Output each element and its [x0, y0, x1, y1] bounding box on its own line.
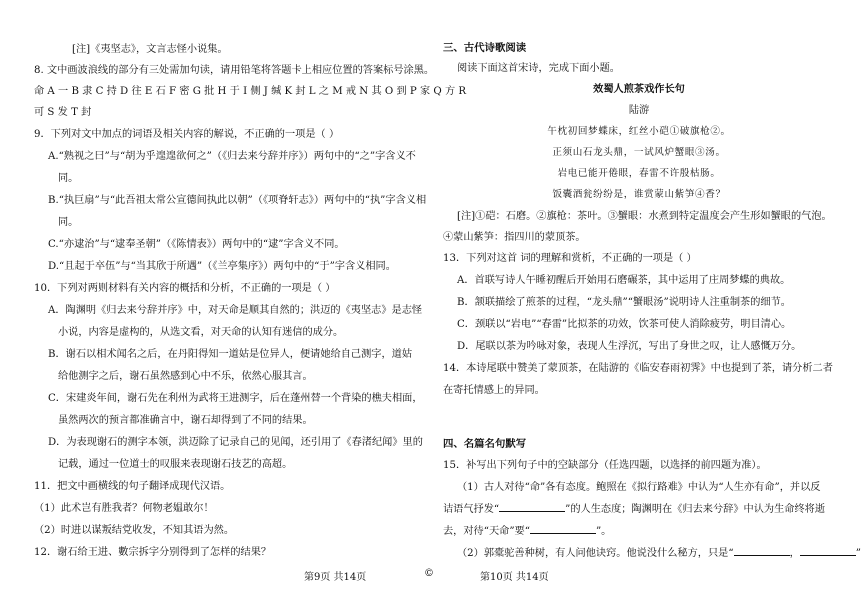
text-line: 小说，内容是虚构的，从选文看，对天命的认知有迷信的成分。: [58, 327, 344, 338]
text-line: 8. 文中画波浪线的部分有三处需加句读，请用铅笔将答题卡上相应位置的答案标号涂黑。: [34, 65, 435, 76]
text-line: B.“执巨扇”与“此吾祖太常公宣德间执此以朝”（《项脊轩志》）两句中的“执”字含义相: [48, 195, 427, 206]
poem-line: 午枕初回梦蝶床，红丝小硙①破旗枪②。: [547, 126, 731, 137]
text-line: A.“熟视之曰”与“胡为乎遑遑欲何之”（《归去来兮辞并序》）两句中的“之”字含义不: [48, 151, 416, 162]
copyright-symbol: ©: [424, 568, 434, 579]
text-line: 可 S 发 T 封: [34, 107, 92, 118]
section-3-heading: 三、古代诗歌阅读: [443, 42, 527, 54]
answer-blank[interactable]: [530, 523, 596, 534]
text-line: 9．下列对文中加点的词语及相关内容的解说，不正确的一项是（ ）: [34, 129, 340, 140]
question-13: 13．下列对这首 词的理解和赏析，不正确的一项是（ ）: [443, 253, 697, 264]
poem-line: 饭囊酒瓮纷纷是，谁赏蒙山紫笋④香？: [552, 189, 726, 200]
text-line: D．为表现谢石的测字本领，洪迈除了记录自己的见闻，还引用了《春渚纪闻》里的: [48, 437, 423, 448]
text-line: 命 A 一 B 隶 C 持 D 往 E 石 F 密 G 批 H 于 I 侧 J 缄 K 封 L 之 M 戒 N 其 O 到 P 家 Q 方 R: [34, 86, 467, 97]
text-line: 12．谢石给王进、數宗拆字分别得到了怎样的结果？: [34, 547, 272, 558]
question-15-1: （1）古人对待“命”各有态度。鲍照在《拟行路难》中认为“人生亦有命”，并以反: [457, 482, 821, 493]
text-line: （1）此术岂有胜我者？何物老媪敢尔！: [34, 503, 214, 514]
text-line: B．谢石以相术闻名之后，在丹阳得知一道姑是位异人，便请她给自己测字，道姑: [48, 349, 413, 360]
question-14: 14．本诗尾联中赞美了蒙顶茶，在陆游的《临安春雨初霁》中也提到了茶，请分析二者: [443, 363, 833, 374]
answer-blank[interactable]: [800, 545, 856, 556]
poem-line: 正须山石龙头鼎，一试风炉蟹眼③汤。: [552, 147, 726, 158]
option-13b: B．颔联描绘了煎茶的过程，“龙头鼎”“蟹眼汤”说明诗人注重制茶的细节。: [457, 297, 791, 308]
text-line: （2）时进以谋叛结党收发，不知其语为然。: [34, 525, 235, 536]
text-line: 同。: [58, 217, 79, 228]
question-15-1-cont2: 去，对待“天命”要“ ”。: [443, 521, 611, 542]
text-line: C．宋建炎年间，谢石先在利州为武将王进测字，后在蓬州替一个背染的樵夫相面，: [48, 393, 423, 404]
poem-note: [注]①硙：石磨。②旗枪：茶叶。③蟹眼：水煮到特定温度会产生形如蟹眼的气泡。: [457, 211, 832, 222]
question-14-cont: 在寄托情感上的异同。: [443, 385, 545, 396]
text-line: 11．把文中画横线的句子翻译成现代汉语。: [34, 481, 231, 492]
text-line: [注]《夷坚志》，文言志怪小说集。: [72, 44, 228, 55]
question-15: 15．补写出下列句子中的空缺部分（任选四题，以选择的前四题为准）。: [443, 460, 767, 471]
text-line: A．陶渊明《归去来兮辞并序》中，对天命是顺其自然的；洪迈的《夷坚志》是志怪: [48, 305, 423, 316]
text-line: 记载，通过一位道士的叹服来表现谢石技艺的高超。: [58, 459, 293, 470]
text-line: 虽然两次的预言都准确言中，谢石却得到了不同的结果。: [58, 415, 313, 426]
answer-blank[interactable]: [499, 501, 565, 512]
text-line: D.“且起于卒伍”与“当其欣于所遇”（《兰亭集序》）两句中的“于”字含义相同。: [48, 261, 396, 272]
option-13c: C．颈联以“岩电”“春雷”比拟茶的功效，饮茶可使人消除疲劳，明目清心。: [457, 319, 792, 330]
text-line: 给他测字之后，谢石虽然感到心中不乐，依然心服其言。: [58, 371, 313, 382]
text-line: C.“亦逮治”与“逮奉圣朝”（《陈情表》）两句中的“逮”字含义不同。: [48, 239, 345, 250]
option-13a: A．首联写诗人午睡初醒后开始用石磨碾茶，其中运用了庄周梦蝶的典故。: [457, 275, 791, 286]
poem-line: 岩电已能开倦眼，春雷不许殷枯肠。: [557, 168, 721, 179]
question-15-2: （2）郭橐驼善种树，有人问他诀窍。他说没什么秘方，只是“ ， ”: [457, 543, 861, 564]
option-13d: D．尾联以茶为吟咏对象，表现人生浮沉，写出了身世之叹，让人感慨万分。: [457, 341, 802, 352]
poem-author: 陆游: [628, 105, 650, 116]
poem-intro: 阅读下面这首宋诗，完成下面小题。: [457, 63, 620, 74]
text-line: 10．下列对两则材料有关内容的概括和分析，不正确的一项是（ ）: [34, 283, 336, 294]
section-4-heading: 四、名篇名句默写: [443, 438, 527, 450]
page-number-left: 第9页 共14页: [304, 572, 367, 583]
answer-blank[interactable]: [734, 545, 790, 556]
question-15-1-cont: 诘语气抒发“ ”的人生态度；陶渊明在《归去来兮辞》中认为生命终将逝: [443, 499, 825, 520]
poem-title: 效蜀人煎茶戏作长句: [593, 83, 685, 95]
text-line: 同。: [58, 173, 79, 184]
poem-note: ④蒙山紫笋：指四川的蒙顶茶。: [443, 232, 586, 243]
page-number-right: 第10页 共14页: [480, 572, 549, 583]
